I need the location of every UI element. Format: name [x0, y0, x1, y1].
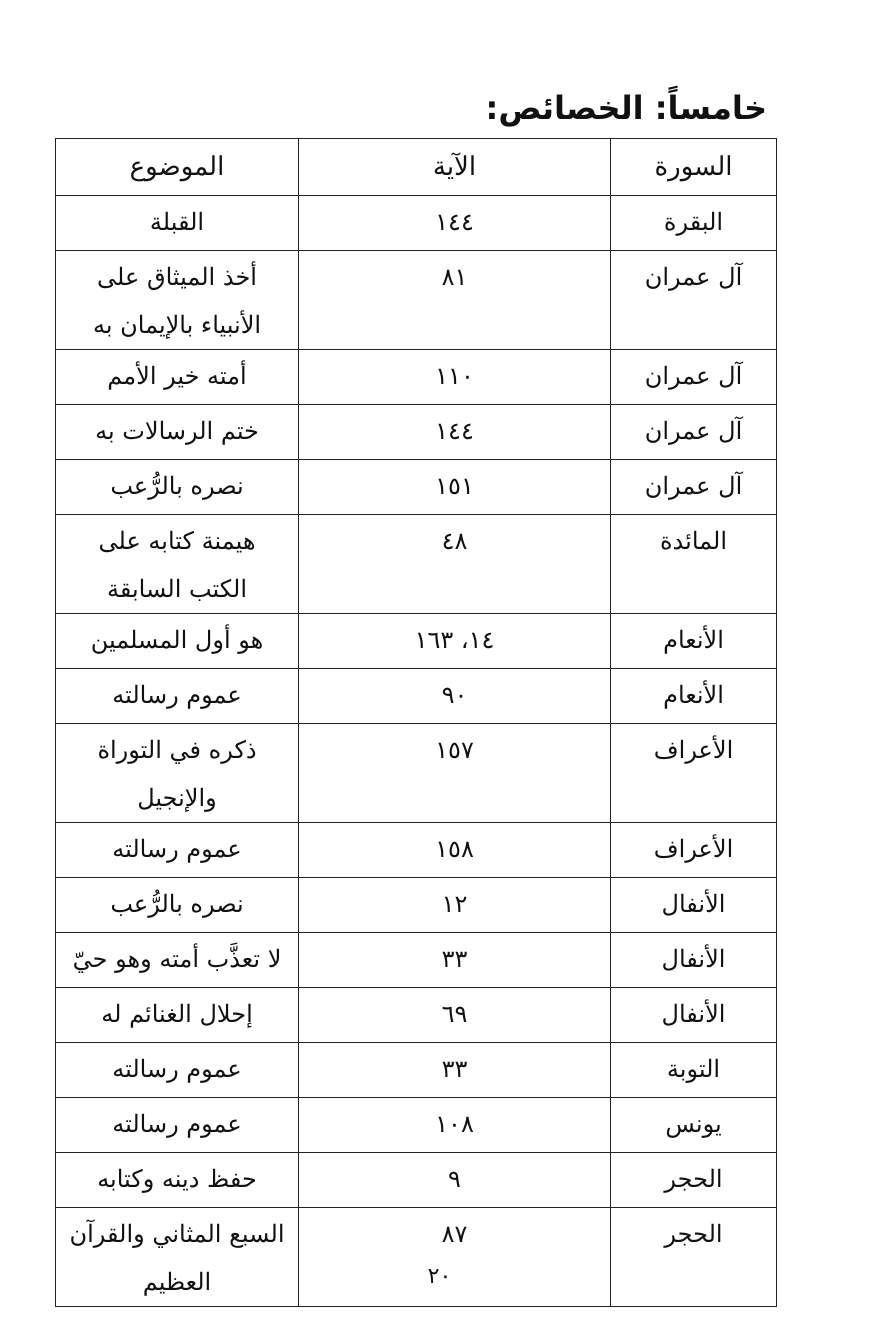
- topic-cell: هيمنة كتابه على الكتب السابقة: [56, 515, 299, 614]
- surah-cell: المائدة: [611, 515, 777, 614]
- surah-cell: الحجر: [611, 1153, 777, 1208]
- table-row: [56, 988, 777, 1043]
- surah-cell: الأعراف: [611, 823, 777, 878]
- ayah-cell: ٨١: [299, 251, 611, 350]
- characteristics-table: [55, 138, 777, 1307]
- topic-cell: أخذ الميثاق على الأنبياء بالإيمان به: [56, 251, 299, 350]
- surah-cell: آل عمران: [611, 251, 777, 350]
- table-row: [56, 724, 777, 823]
- topic-cell: لا تعذَّب أمته وهو حيّ: [56, 933, 299, 988]
- ayah-cell: ٩: [299, 1153, 611, 1208]
- table-row: [56, 1153, 777, 1208]
- table-body: [56, 196, 777, 1307]
- topic-cell: هو أول المسلمين: [56, 614, 299, 669]
- topic-cell: نصره بالرُّعب: [56, 460, 299, 515]
- table-row: [56, 350, 777, 405]
- ayah-cell: ١٤٤: [299, 405, 611, 460]
- table-row: [56, 1098, 777, 1153]
- table-row: [56, 669, 777, 724]
- section-heading: خامساً: الخصائص:: [485, 89, 767, 127]
- topic-cell: القبلة: [56, 196, 299, 251]
- topic-cell: عموم رسالته: [56, 823, 299, 878]
- table-row: [56, 1043, 777, 1098]
- topic-cell: السبع المثاني والقرآن العظيم: [56, 1208, 299, 1307]
- surah-cell: الأنفال: [611, 933, 777, 988]
- table-row: [56, 251, 777, 350]
- surah-cell: الأنفال: [611, 878, 777, 933]
- surah-cell: البقرة: [611, 196, 777, 251]
- surah-cell: الأعراف: [611, 724, 777, 823]
- ayah-cell: ١٠٨: [299, 1098, 611, 1153]
- table-row: [56, 196, 777, 251]
- topic-cell: ختم الرسالات به: [56, 405, 299, 460]
- ayah-cell: ١٢: [299, 878, 611, 933]
- ayah-cell: ٨٧: [299, 1208, 611, 1307]
- ayah-cell: ٩٠: [299, 669, 611, 724]
- ayah-cell: ١٥٨: [299, 823, 611, 878]
- column-header-ayah: الآية: [299, 139, 611, 196]
- topic-cell: أمته خير الأمم: [56, 350, 299, 405]
- table-row: [56, 405, 777, 460]
- topic-cell: عموم رسالته: [56, 1098, 299, 1153]
- table-row: [56, 515, 777, 614]
- ayah-cell: ١٥٧: [299, 724, 611, 823]
- surah-cell: الأنعام: [611, 669, 777, 724]
- topic-cell: ذكره في التوراة والإنجيل: [56, 724, 299, 823]
- surah-cell: يونس: [611, 1098, 777, 1153]
- surah-cell: آل عمران: [611, 350, 777, 405]
- topic-cell: إحلال الغنائم له: [56, 988, 299, 1043]
- ayah-cell: ٣٣: [299, 1043, 611, 1098]
- topic-cell: نصره بالرُّعب: [56, 878, 299, 933]
- table-row: [56, 614, 777, 669]
- surah-cell: التوبة: [611, 1043, 777, 1098]
- ayah-cell: ١١٠: [299, 350, 611, 405]
- surah-cell: آل عمران: [611, 405, 777, 460]
- table-row: [56, 823, 777, 878]
- topic-cell: حفظ دينه وكتابه: [56, 1153, 299, 1208]
- ayah-cell: ٣٣: [299, 933, 611, 988]
- ayah-cell: ١٥١: [299, 460, 611, 515]
- ayah-cell: ١٤، ١٦٣: [299, 614, 611, 669]
- table-row: [56, 933, 777, 988]
- ayah-cell: ١٤٤: [299, 196, 611, 251]
- surah-cell: الأنفال: [611, 988, 777, 1043]
- topic-cell: عموم رسالته: [56, 669, 299, 724]
- ayah-cell: ٤٨: [299, 515, 611, 614]
- table-row: [56, 878, 777, 933]
- topic-cell: عموم رسالته: [56, 1043, 299, 1098]
- table-header-row: [56, 139, 777, 196]
- column-header-surah: السورة: [611, 139, 777, 196]
- column-header-topic: الموضوع: [56, 139, 299, 196]
- surah-cell: الأنعام: [611, 614, 777, 669]
- surah-cell: آل عمران: [611, 460, 777, 515]
- table-row: [56, 460, 777, 515]
- ayah-cell: ٦٩: [299, 988, 611, 1043]
- page-number: ٢٠: [427, 1264, 452, 1289]
- surah-cell: الحجر: [611, 1208, 777, 1307]
